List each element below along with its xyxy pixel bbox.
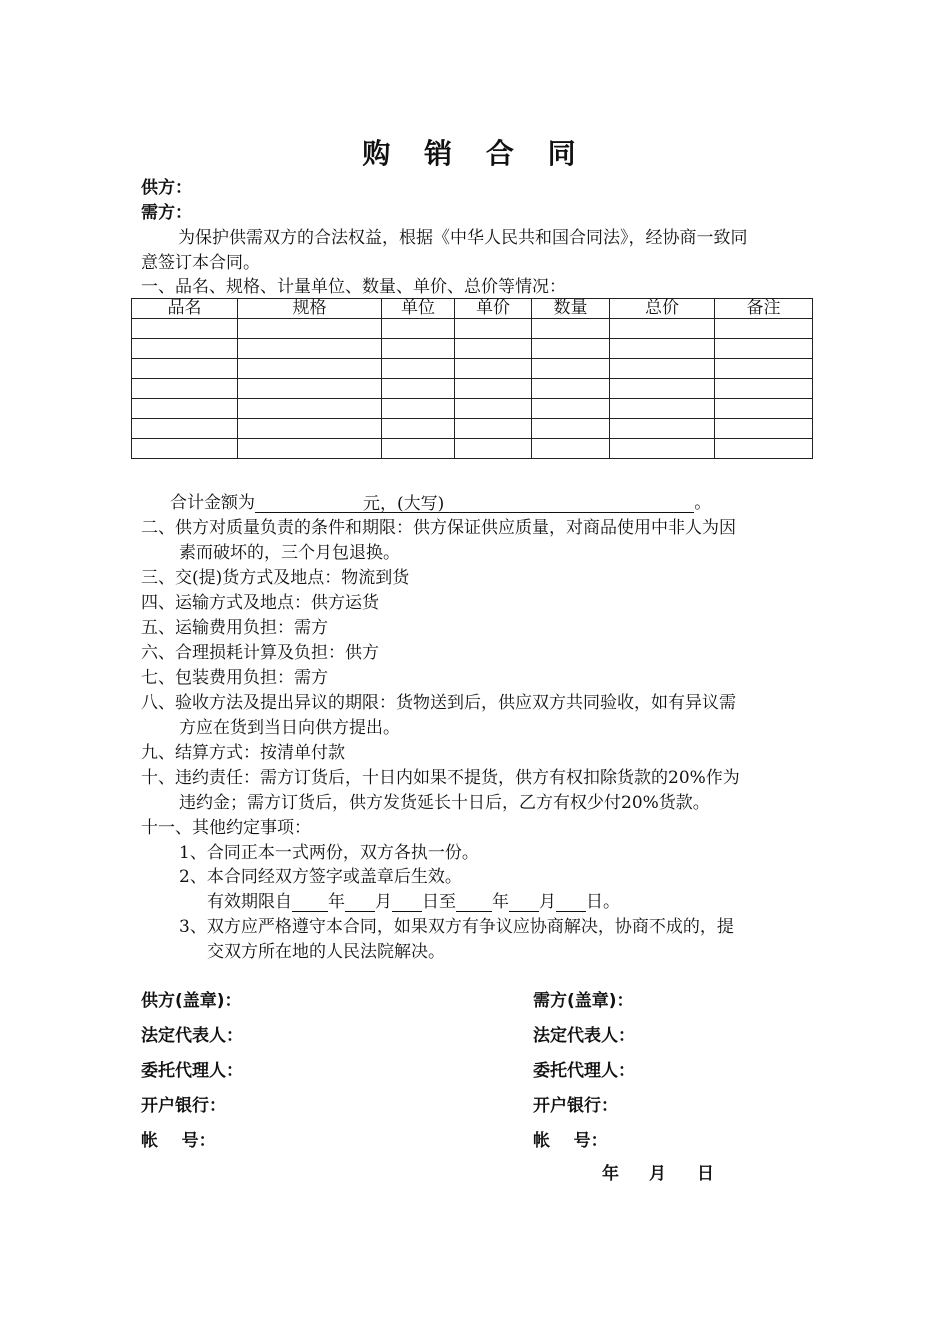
table-cell[interactable]	[715, 359, 813, 379]
table-cell[interactable]	[532, 399, 610, 419]
clause-10-line-1: 十、违约责任：需方订货后，十日内如果不提货，供方有权扣除货款的20%作为	[141, 768, 740, 788]
header-total-price: 总价	[610, 299, 715, 319]
clause-7: 七、包装费用负担：需方	[141, 668, 328, 688]
table-cell[interactable]	[132, 379, 238, 399]
total-amount-line	[170, 493, 711, 513]
date-day: 日	[697, 1164, 714, 1184]
table-row	[132, 419, 813, 439]
clause-3: 三、交(提)货方式及地点：物流到货	[141, 568, 410, 588]
total-suffix: 。	[694, 493, 712, 513]
table-cell[interactable]	[455, 439, 532, 459]
table-cell[interactable]	[382, 339, 455, 359]
clause-4: 四、运输方式及地点：供方运货	[141, 593, 379, 613]
validity-line	[207, 892, 620, 912]
table-cell[interactable]	[532, 359, 610, 379]
table-cell[interactable]	[238, 339, 382, 359]
clause-10-line-2: 违约金；需方订货后，供方发货延长十日后，乙方有权少付20%货款。	[179, 793, 710, 813]
validity-day-1: 日至	[422, 892, 456, 912]
sig-left-legal-rep: 法定代表人：	[141, 1026, 243, 1046]
table-cell[interactable]	[610, 439, 715, 459]
table-cell[interactable]	[715, 399, 813, 419]
sig-right-bank: 开户银行：	[533, 1096, 618, 1116]
table-cell[interactable]	[715, 339, 813, 359]
table-cell[interactable]	[715, 439, 813, 459]
validity-day-2: 日。	[586, 892, 620, 912]
validity-start-day-blank[interactable]	[392, 893, 422, 912]
validity-year-2: 年	[492, 892, 509, 912]
validity-year-1: 年	[328, 892, 345, 912]
table-cell[interactable]	[532, 379, 610, 399]
sub-clause-3-line-2: 交双方所在地的人民法院解决。	[207, 942, 445, 962]
validity-end-year-blank[interactable]	[456, 893, 492, 912]
table-cell[interactable]	[238, 399, 382, 419]
table-cell[interactable]	[715, 319, 813, 339]
table-cell[interactable]	[238, 379, 382, 399]
table-cell[interactable]	[238, 319, 382, 339]
sig-left-seal: 供方(盖章)：	[141, 991, 242, 1011]
table-cell[interactable]	[610, 379, 715, 399]
table-cell[interactable]	[532, 419, 610, 439]
sig-left-account: 帐 号：	[141, 1131, 216, 1151]
contract-title: 购 销 合 同	[362, 137, 588, 170]
table-row	[132, 399, 813, 419]
table-row	[132, 439, 813, 459]
sub-clause-3-line-1: 3、双方应严格遵守本合同，如果双方有争议应协商解决，协商不成的，提	[179, 917, 734, 937]
intro-line-1: 为保护供需双方的合法权益，根据《中华人民共和国合同法》，经协商一致同	[178, 228, 748, 248]
total-prefix: 合计金额为	[170, 493, 255, 513]
header-unit-price: 单价	[455, 299, 532, 319]
total-uppercase-blank[interactable]	[444, 494, 694, 513]
table-row	[132, 339, 813, 359]
buyer-label: 需方：	[141, 203, 192, 223]
table-cell[interactable]	[610, 399, 715, 419]
table-cell[interactable]	[238, 419, 382, 439]
supplier-label: 供方：	[141, 178, 192, 198]
validity-month-2: 月	[539, 892, 556, 912]
date-month: 月	[649, 1164, 666, 1184]
table-cell[interactable]	[382, 379, 455, 399]
table-cell[interactable]	[455, 379, 532, 399]
table-cell[interactable]	[132, 399, 238, 419]
table-cell[interactable]	[382, 419, 455, 439]
table-cell[interactable]	[382, 319, 455, 339]
table-cell[interactable]	[610, 359, 715, 379]
clause-9: 九、结算方式：按清单付款	[141, 743, 345, 763]
table-cell[interactable]	[132, 339, 238, 359]
header-specification: 规格	[238, 299, 382, 319]
clause-8-line-1: 八、验收方法及提出异议的期限：货物送到后，供应双方共同验收，如有异议需	[141, 693, 736, 713]
items-table	[131, 298, 813, 459]
table-row	[132, 359, 813, 379]
table-cell[interactable]	[532, 339, 610, 359]
table-cell[interactable]	[455, 339, 532, 359]
header-remarks: 备注	[715, 299, 813, 319]
table-cell[interactable]	[715, 419, 813, 439]
sub-clause-1: 1、合同正本一式两份，双方各执一份。	[179, 843, 479, 863]
table-header-row	[132, 299, 813, 319]
total-middle: 元，(大写)	[363, 494, 445, 514]
validity-prefix: 有效期限自	[207, 892, 292, 912]
clause-8-line-2: 方应在货到当日向供方提出。	[179, 718, 400, 738]
validity-end-day-blank[interactable]	[556, 893, 586, 912]
table-cell[interactable]	[455, 399, 532, 419]
table-cell[interactable]	[382, 359, 455, 379]
total-amount-blank[interactable]	[255, 494, 363, 513]
table-cell[interactable]	[715, 379, 813, 399]
validity-start-month-blank[interactable]	[345, 893, 375, 912]
table-cell[interactable]	[610, 339, 715, 359]
table-cell[interactable]	[610, 419, 715, 439]
intro-line-2: 意签订本合同。	[141, 253, 260, 273]
sig-right-legal-rep: 法定代表人：	[533, 1026, 635, 1046]
table-cell[interactable]	[238, 359, 382, 379]
table-cell[interactable]	[132, 439, 238, 459]
clause-1: 一、品名、规格、计量单位、数量、单价、总价等情况：	[141, 277, 566, 297]
header-product-name: 品名	[132, 299, 238, 319]
sig-right-account: 帐 号：	[533, 1131, 608, 1151]
sig-right-seal: 需方(盖章)：	[533, 991, 634, 1011]
table-cell[interactable]	[132, 419, 238, 439]
clause-11: 十一、其他约定事项：	[141, 818, 311, 838]
validity-start-year-blank[interactable]	[292, 893, 328, 912]
table-cell[interactable]	[455, 359, 532, 379]
table-cell[interactable]	[238, 439, 382, 459]
header-quantity: 数量	[532, 299, 610, 319]
sub-clause-2: 2、本合同经双方签字或盖章后生效。	[179, 867, 462, 887]
sig-right-agent: 委托代理人：	[533, 1061, 635, 1081]
table-cell[interactable]	[610, 319, 715, 339]
table-body	[132, 319, 813, 459]
clause-6: 六、合理损耗计算及负担：供方	[141, 643, 379, 663]
table-cell[interactable]	[132, 359, 238, 379]
clause-5: 五、运输费用负担：需方	[141, 618, 328, 638]
validity-end-month-blank[interactable]	[509, 893, 539, 912]
date-year: 年	[602, 1164, 619, 1184]
table-cell[interactable]	[132, 319, 238, 339]
table-row	[132, 319, 813, 339]
validity-month-1: 月	[375, 892, 392, 912]
sig-left-bank: 开户银行：	[141, 1096, 226, 1116]
table-cell[interactable]	[455, 319, 532, 339]
table-cell[interactable]	[382, 439, 455, 459]
table-cell[interactable]	[532, 319, 610, 339]
table-cell[interactable]	[382, 399, 455, 419]
table-cell[interactable]	[532, 439, 610, 459]
table-cell[interactable]	[455, 419, 532, 439]
table-row	[132, 379, 813, 399]
header-unit: 单位	[382, 299, 455, 319]
clause-2-line-1: 二、供方对质量负责的条件和期限：供方保证供应质量，对商品使用中非人为因	[141, 518, 736, 538]
clause-2-line-2: 素而破坏的，三个月包退换。	[179, 543, 400, 563]
sig-left-agent: 委托代理人：	[141, 1061, 243, 1081]
